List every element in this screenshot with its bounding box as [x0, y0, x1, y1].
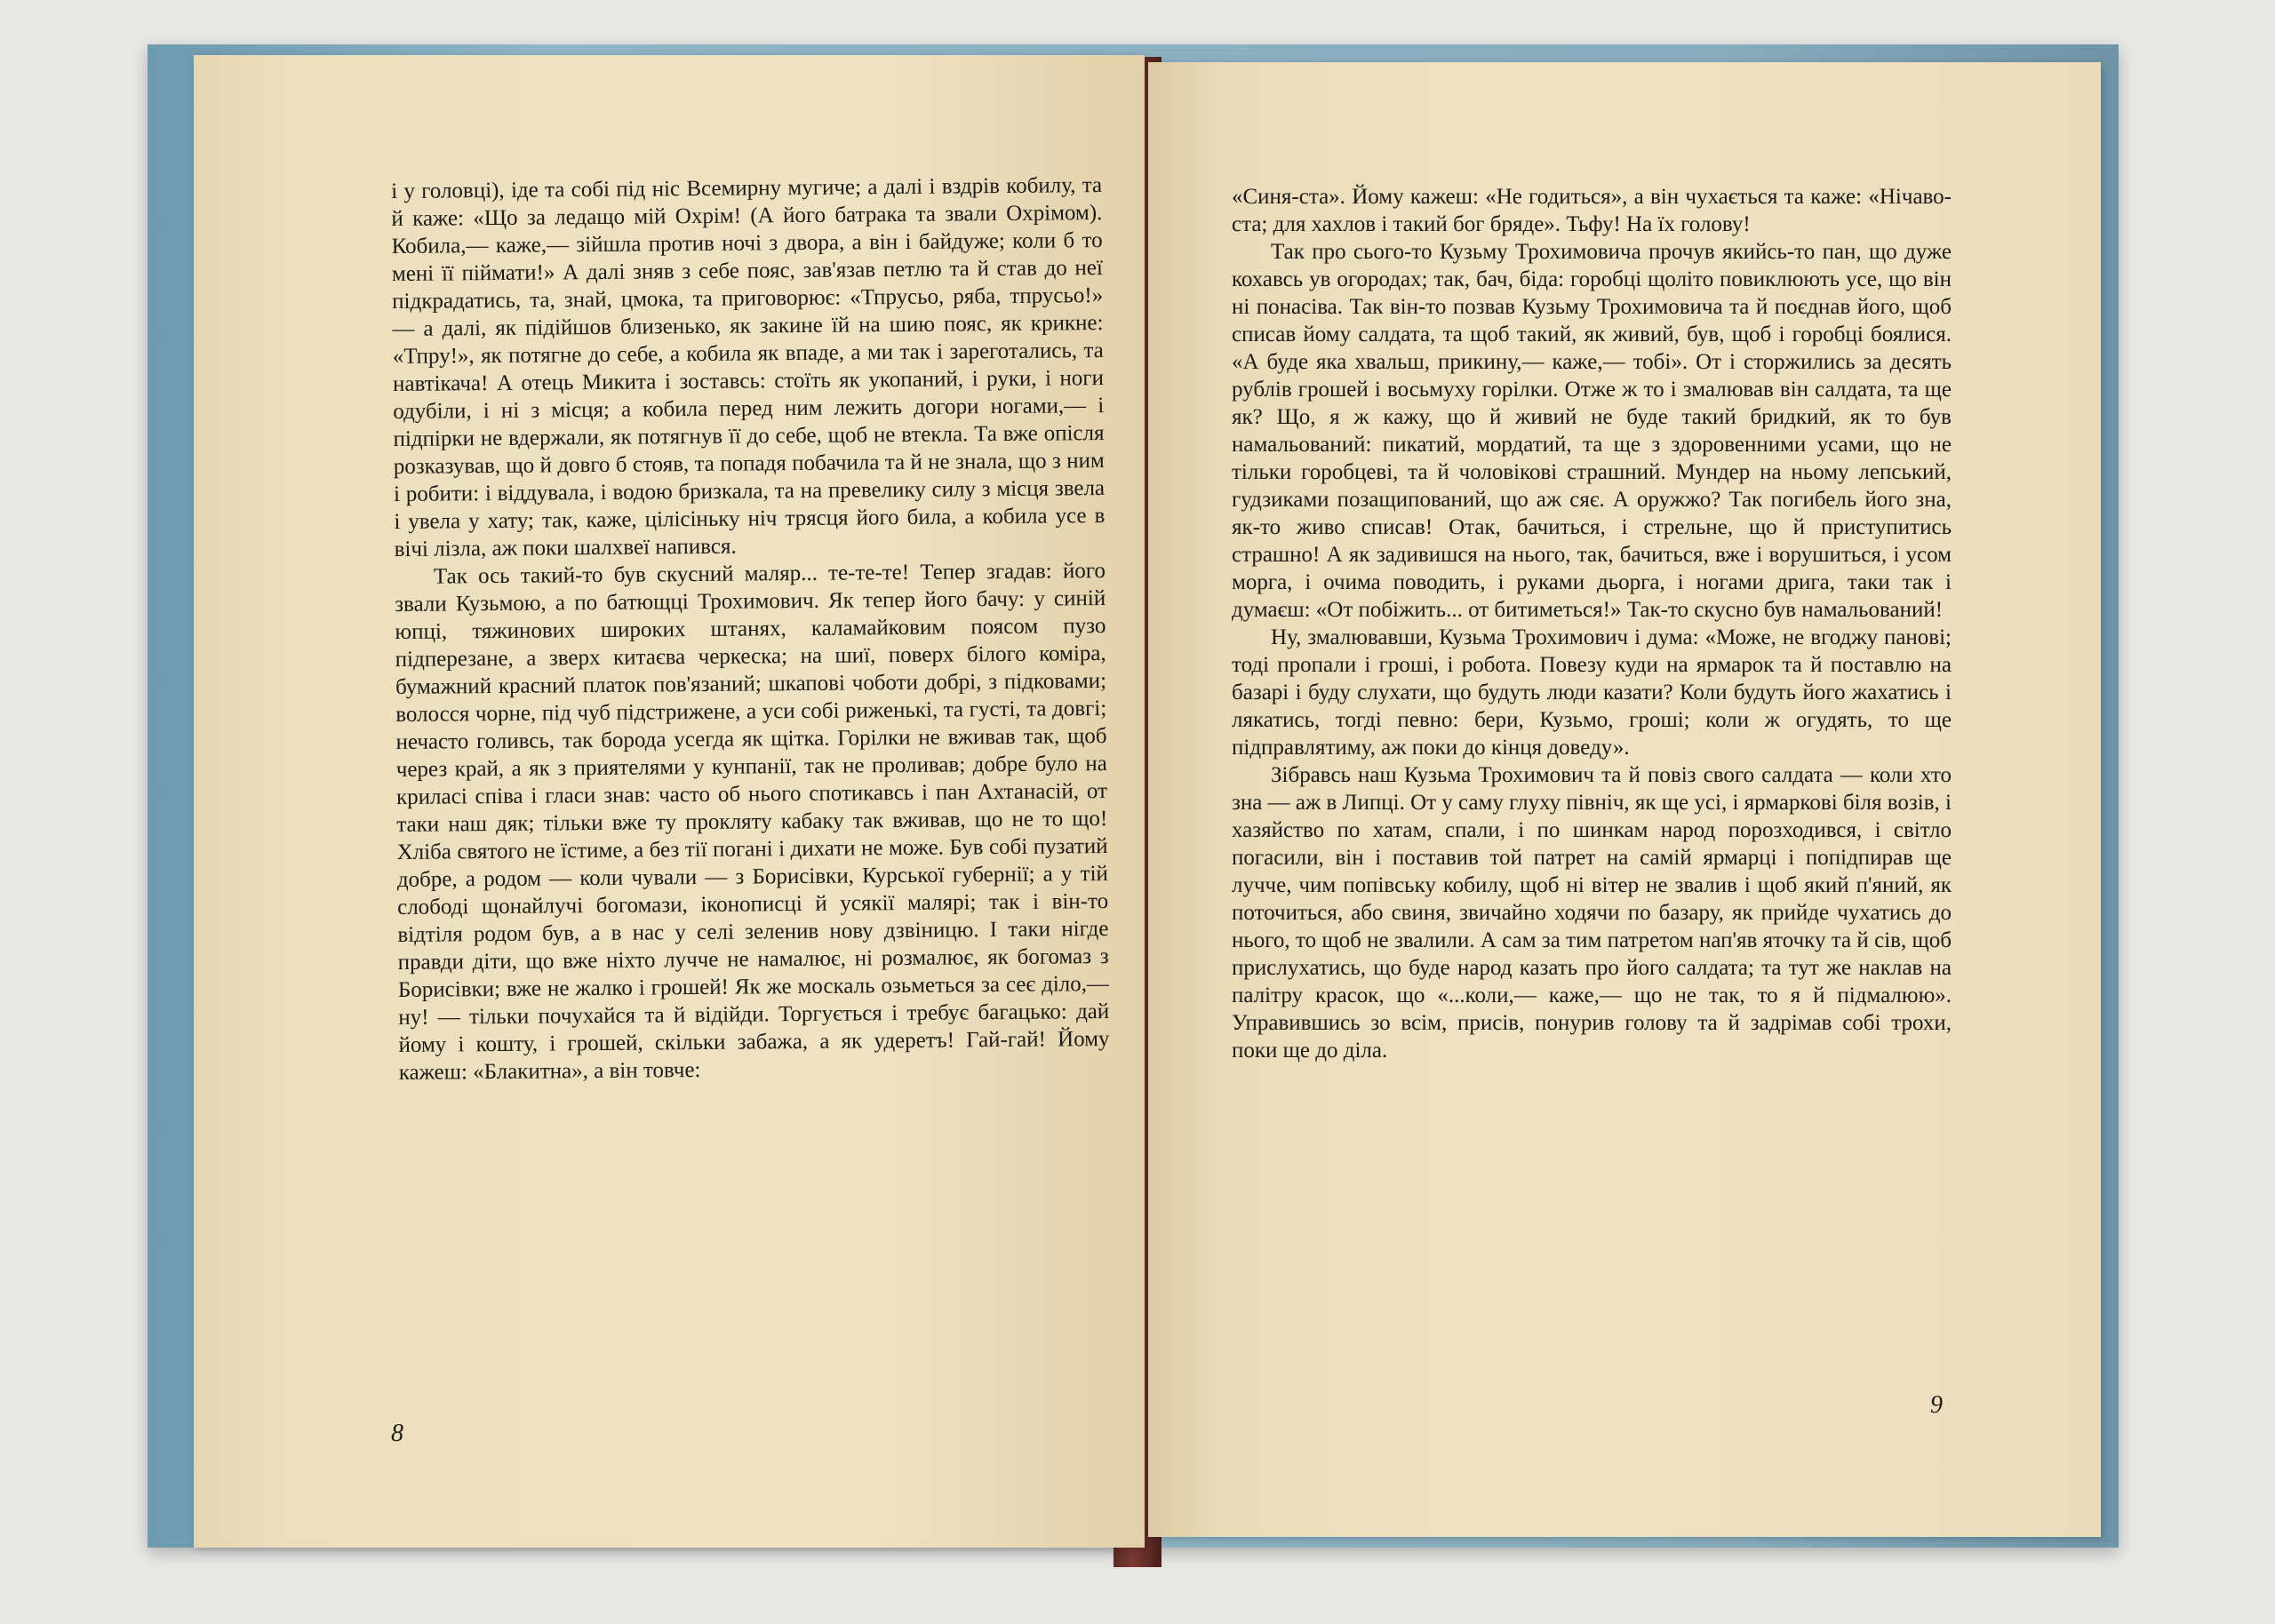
left-paragraph: Так ось такий-то був скусний маляр... те-те-те! Тепер згадав: його звали Кузьмою, а по батющці Трохимович. Як тепер його бачу: у синій юпці, тяжинових широких штанях, каламайковим поясом пузо підперезане, а зверх китаєва черкеска; на шиї, поверх білого коміра, бумажний красний платок пов'язаний; шкапові чоботи добрі, з підковами; волосся чорне, під чуб підстрижене, а уси собі риженькі, та густі, та довгі; нечасто голивсь, так борода усегда як щітка. Горілки не вживав так, щоб через край, а як з приятелями у кунпанії, так не проливав; добре було на криласі співа і гласи знав: часто об нього спотикавсь і пан Ахтанасій, от таки наш дяк; тільки вже ту прокляту кабаку так вживав, що не то що! Хліба святого не їстиме, а без тії погані і дихати не може. Був собі пузатий добре, а родом — коли чували — з Борисівки, Курської губернії; а у тій слободі щонайлучі богомази, іконописці й усякії малярі; так і він-то відтіля родом був, а в нас у селі зеленив нову дзвіницю. І таки нігде правди діти, що вже ніхто лучче не намалює, ні розмалює, як богомаз з Борисівки; вже не жалко і грошей! Як же москаль озьметься за сеє діло,— ну! — тільки почухайся та й відійди. Торгується і требує багацько: дай йому і кошту, і грошей, скільки забажа, а як удеретъ! Гай-гай! Йому кажеш: «Блакитна», а він товче:	[395, 559, 1110, 1085]
left-paragraph: і у головці), іде та собі під ніс Всемирну мугиче; а далі і вздрів кобилу, та й каже: «Що за ледащо мій Охрім! (А його батрака та звали Охрімом). Кобила,— каже,— зійшла против ночі з двора, а він і байдуже; коли б то мені її піймати!» А далі зняв з себе пояс, зав'язав петлю та й став до неї підкрадатись, та, знай, цмока, та приговорює: «Тпрусьо, ряба, тпрусьо!» — а далі, як підійшов близенько, як закине їй на шию пояс, як крикне: «Тпру!», як потягне до себе, а кобила як впаде, а ми так і зареготались, та навтікача! А отець Микита і зоставсь: стоїть як укопаний, і руки, і ноги одубіли, і ні з місця; а кобила перед ним лежить догори ногами,— і підпірки не вдержали, як потягнув її до себе, щоб не втекла. Та вже опісля розказував, що й довго б стояв, та попадя побачила та й не знала, що з ним і робити: і віддувала, і водою бризкала, та на превелику силу з місця звела і увела у хату; так, каже, цілісіньку ніч трясця його била, а кобила усе в вічі лізла, аж поки шалхвеї напився.	[391, 173, 1106, 561]
left-page-text	[391, 171, 1110, 1087]
right-paragraph: Зібравсь наш Кузьма Трохимович та й повіз свого салдата — коли хто зна — аж в Липці. От у саму глуху північ, як ще усі, і ярмаркові біля возів, і хазяйство по хатам, спали, і по шинкам народ порозходився, і світло погасили, він і поставив той патрет на самій ярмарці і попідпирав ще лучче, чим попівську кобилу, щоб ні вітер не звалив і щоб який п'яний, як поточиться, або свиня, звичайно ходячи по базару, як прийде чухатись до нього, то щоб не звалили. А сам за тим патретом нап'яв яточку та й сів, щоб прислухатись, що буде народ казать про його салдата; та тут же наклав на палітру красок, що «...коли,— каже,— що не так, то я й підмалюю». Управившись зо всім, присів, понурив голову та й задрімав собі трохи, поки ще до діла.	[1232, 763, 1952, 1063]
left-page-number: 8	[391, 1420, 403, 1447]
right-page-number: 9	[1930, 1391, 1943, 1419]
right-paragraph: «Синя-ста». Йому кажеш: «Не годиться», а він чухається та каже: «Нічаво-ста; для хахлов і такий бог бряде». Тьфу! На їх голову!	[1232, 185, 1952, 236]
right-paragraph: Ну, змалювавши, Кузьма Трохимович і дума: «Може, не вгоджу панові; тоді пропали і гроші, і робота. Повезу куди на ярмарок та й поставлю на базарі і буду слухати, що будуть люди казати? Коли будуть його жахатись і лякатись, тогді певно: бери, Кузьмо, гроші; коли ж огудять, то ще підправлятиму, аж поки до кінця доведу».	[1232, 625, 1952, 760]
right-page-text	[1232, 183, 1952, 1064]
right-paragraph: Так про сього-то Кузьму Трохимовича прочув якийсь-то пан, що дуже кохавсь ув огородах; так, бач, біда: горобці щоліто повиклюють усе, що він ні понасіва. Так він-то позвав Кузьму Трохимовича та й поєднав його, щоб списав йому салдата, та щоб такий, як живий, був, щоб і горобці боялися. «А буде яка хвальш, прикину,— каже,— тобі». От і сторжились за десять рублів грошей і восьмуху горілки. Отже ж то і змалював він салдата, та ще як? Що, я ж кажу, що й живий не буде такий бридкий, як то був намальований: пикатий, мордатий, та ще з здоровенними усами, що не тільки горобцеві, та й чоловікові страшний. Мундер на ньому лепський, гудзиками позащипований, що аж сяє. А оружжо? Так погибель його зна, як-то живо списав! Отак, бачиться, і стрельне, що й приступитись страшно! А як задивишся на нього, так, бачиться, вже і ворушиться, і усом морга, і очима поводить, і руками дьорга, і ногами дрига, таки так і думаєш: «От побіжить... от битиметься!» Так-то скусно був намальований!	[1232, 240, 1952, 622]
